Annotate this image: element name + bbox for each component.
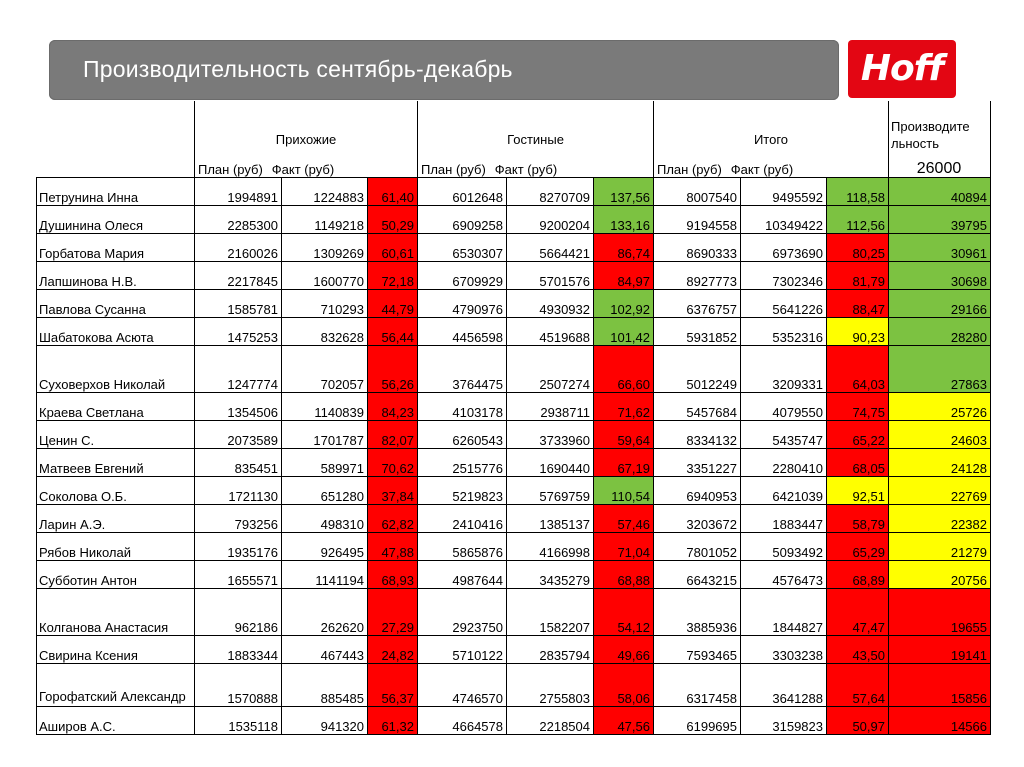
hallways-plan: 1585781 (195, 289, 282, 317)
hallways-percent: 70,62 (368, 448, 418, 476)
hallways-fact: 702057 (282, 345, 368, 392)
living-fact: 5701576 (507, 261, 594, 289)
hallways-plan: 1994891 (195, 177, 282, 205)
total-percent: 81,79 (827, 261, 889, 289)
living-percent: 133,16 (594, 205, 654, 233)
hallways-percent: 44,79 (368, 289, 418, 317)
employee-name: Субботин Антон (37, 560, 195, 588)
hoff-logo: Hoff (848, 40, 956, 98)
living-percent: 71,04 (594, 532, 654, 560)
hallways-plan: 962186 (195, 588, 282, 635)
living-percent: 59,64 (594, 420, 654, 448)
total-plan: 7593465 (654, 635, 741, 663)
total-fact: 6421039 (741, 476, 827, 504)
total-plan: 8690333 (654, 233, 741, 261)
hallways-plan: 1247774 (195, 345, 282, 392)
hallways-fact: 1149218 (282, 205, 368, 233)
total-percent: 64,03 (827, 345, 889, 392)
total-percent: 65,29 (827, 532, 889, 560)
productivity-value: 25726 (889, 392, 991, 420)
total-percent: 58,79 (827, 504, 889, 532)
living-percent: 54,12 (594, 588, 654, 635)
living-percent: 86,74 (594, 233, 654, 261)
total-fact: 3159823 (741, 706, 827, 734)
table-row (37, 317, 991, 345)
table-row (37, 706, 991, 734)
hallways-fact: 651280 (282, 476, 368, 504)
total-percent: 80,25 (827, 233, 889, 261)
hallways-percent: 82,07 (368, 420, 418, 448)
total-plan: 7801052 (654, 532, 741, 560)
table-row (37, 261, 991, 289)
total-fact: 5093492 (741, 532, 827, 560)
living-fact: 4930932 (507, 289, 594, 317)
total-percent: 68,05 (827, 448, 889, 476)
total-fact: 9495592 (741, 177, 827, 205)
total-plan: 8334132 (654, 420, 741, 448)
hallways-plan: 2285300 (195, 205, 282, 233)
productivity-value: 22382 (889, 504, 991, 532)
total-percent: 74,75 (827, 392, 889, 420)
hallways-percent: 24,82 (368, 635, 418, 663)
employee-name: Душинина Олеся (37, 205, 195, 233)
living-plan: 4664578 (418, 706, 507, 734)
living-fact: 2218504 (507, 706, 594, 734)
total-percent: 50,97 (827, 706, 889, 734)
total-plan: 6317458 (654, 663, 741, 706)
living-plan: 2515776 (418, 448, 507, 476)
productivity-value: 14566 (889, 706, 991, 734)
table-row (37, 448, 991, 476)
total-percent: 112,56 (827, 205, 889, 233)
living-percent: 102,92 (594, 289, 654, 317)
hallways-plan: 1655571 (195, 560, 282, 588)
total-fact: 1844827 (741, 588, 827, 635)
living-plan: 6260543 (418, 420, 507, 448)
employee-name: Горбатова Мария (37, 233, 195, 261)
living-plan: 6530307 (418, 233, 507, 261)
total-fact: 5435747 (741, 420, 827, 448)
total-percent: 65,22 (827, 420, 889, 448)
header-row-columns (37, 147, 991, 177)
header-plan-fact-2: План (руб) Факт (руб) (418, 147, 654, 177)
hallways-plan: 2073589 (195, 420, 282, 448)
total-plan: 3203672 (654, 504, 741, 532)
hallways-fact: 1309269 (282, 233, 368, 261)
hallways-plan: 1883344 (195, 635, 282, 663)
total-fact: 7302346 (741, 261, 827, 289)
table-row (37, 663, 991, 706)
employee-name: Ценин С. (37, 420, 195, 448)
table-row (37, 233, 991, 261)
living-percent: 47,56 (594, 706, 654, 734)
employee-name: Свирина Ксения (37, 635, 195, 663)
total-plan: 3351227 (654, 448, 741, 476)
living-percent: 68,88 (594, 560, 654, 588)
living-plan: 6709929 (418, 261, 507, 289)
total-fact: 5352316 (741, 317, 827, 345)
total-percent: 47,47 (827, 588, 889, 635)
total-plan: 8927773 (654, 261, 741, 289)
total-fact: 3209331 (741, 345, 827, 392)
living-plan: 2923750 (418, 588, 507, 635)
living-fact: 2507274 (507, 345, 594, 392)
table-row (37, 504, 991, 532)
table-row (37, 532, 991, 560)
employee-name: Шабатокова Асюта (37, 317, 195, 345)
hallways-percent: 47,88 (368, 532, 418, 560)
living-percent: 57,46 (594, 504, 654, 532)
hallways-percent: 72,18 (368, 261, 418, 289)
table-row (37, 392, 991, 420)
living-plan: 2410416 (418, 504, 507, 532)
hallways-fact: 1140839 (282, 392, 368, 420)
hallways-fact: 589971 (282, 448, 368, 476)
living-fact: 5769759 (507, 476, 594, 504)
living-fact: 4519688 (507, 317, 594, 345)
hallways-percent: 84,23 (368, 392, 418, 420)
living-fact: 2755803 (507, 663, 594, 706)
table-row (37, 177, 991, 205)
productivity-value: 20756 (889, 560, 991, 588)
hallways-percent: 61,32 (368, 706, 418, 734)
living-percent: 137,56 (594, 177, 654, 205)
table-row (37, 588, 991, 635)
living-fact: 1385137 (507, 504, 594, 532)
employee-name: Суховерхов Николай (37, 345, 195, 392)
table-row (37, 205, 991, 233)
hallways-fact: 467443 (282, 635, 368, 663)
hallways-fact: 1600770 (282, 261, 368, 289)
total-plan: 6376757 (654, 289, 741, 317)
hallways-plan: 1570888 (195, 663, 282, 706)
productivity-value: 15856 (889, 663, 991, 706)
hallways-plan: 1721130 (195, 476, 282, 504)
employee-name: Петрунина Инна (37, 177, 195, 205)
hallways-percent: 27,29 (368, 588, 418, 635)
living-plan: 4746570 (418, 663, 507, 706)
total-percent: 92,51 (827, 476, 889, 504)
living-plan: 4987644 (418, 560, 507, 588)
living-percent: 84,97 (594, 261, 654, 289)
living-fact: 1690440 (507, 448, 594, 476)
employee-name: Горофатский Александр (37, 663, 195, 706)
living-percent: 66,60 (594, 345, 654, 392)
header-group-total: Итого (654, 101, 889, 147)
living-plan: 4103178 (418, 392, 507, 420)
table-row (37, 560, 991, 588)
productivity-target: 26000 (916, 159, 962, 177)
living-percent: 101,42 (594, 317, 654, 345)
total-fact: 3641288 (741, 663, 827, 706)
living-percent: 58,06 (594, 663, 654, 706)
total-fact: 3303238 (741, 635, 827, 663)
page-title: Производительность сентябрь-декабрь (83, 56, 513, 82)
total-fact: 2280410 (741, 448, 827, 476)
hallways-plan: 793256 (195, 504, 282, 532)
total-plan: 3885936 (654, 588, 741, 635)
total-plan: 8007540 (654, 177, 741, 205)
living-plan: 5219823 (418, 476, 507, 504)
total-fact: 4079550 (741, 392, 827, 420)
total-plan: 5931852 (654, 317, 741, 345)
title-bar (49, 40, 839, 100)
productivity-value: 19141 (889, 635, 991, 663)
productivity-value: 27863 (889, 345, 991, 392)
hallways-plan: 2160026 (195, 233, 282, 261)
living-fact: 2835794 (507, 635, 594, 663)
hallways-percent: 62,82 (368, 504, 418, 532)
hallways-percent: 56,26 (368, 345, 418, 392)
hallways-percent: 56,44 (368, 317, 418, 345)
living-plan: 6909258 (418, 205, 507, 233)
header-productivity: Производите льность 26000 (889, 101, 991, 177)
hallways-plan: 835451 (195, 448, 282, 476)
living-fact: 3733960 (507, 420, 594, 448)
living-fact: 8270709 (507, 177, 594, 205)
hallways-fact: 1141194 (282, 560, 368, 588)
header-plan-fact-1: План (руб) Факт (руб) (195, 147, 418, 177)
total-fact: 4576473 (741, 560, 827, 588)
hallways-fact: 885485 (282, 663, 368, 706)
living-fact: 9200204 (507, 205, 594, 233)
hallways-percent: 68,93 (368, 560, 418, 588)
living-fact: 4166998 (507, 532, 594, 560)
hallways-fact: 1224883 (282, 177, 368, 205)
hallways-plan: 1354506 (195, 392, 282, 420)
productivity-value: 40894 (889, 177, 991, 205)
total-percent: 88,47 (827, 289, 889, 317)
productivity-value: 30961 (889, 233, 991, 261)
productivity-value: 30698 (889, 261, 991, 289)
living-fact: 5664421 (507, 233, 594, 261)
table-row (37, 345, 991, 392)
hallways-plan: 1475253 (195, 317, 282, 345)
living-fact: 1582207 (507, 588, 594, 635)
productivity-value: 22769 (889, 476, 991, 504)
employee-name: Краева Светлана (37, 392, 195, 420)
total-percent: 118,58 (827, 177, 889, 205)
productivity-value: 39795 (889, 205, 991, 233)
employee-name: Колганова Анастасия (37, 588, 195, 635)
hallways-fact: 710293 (282, 289, 368, 317)
living-fact: 3435279 (507, 560, 594, 588)
living-plan: 6012648 (418, 177, 507, 205)
total-percent: 57,64 (827, 663, 889, 706)
hallways-percent: 50,29 (368, 205, 418, 233)
productivity-table (36, 101, 991, 735)
living-percent: 49,66 (594, 635, 654, 663)
employee-name: Соколова О.Б. (37, 476, 195, 504)
hallways-plan: 2217845 (195, 261, 282, 289)
living-plan: 5865876 (418, 532, 507, 560)
living-plan: 4456598 (418, 317, 507, 345)
hallways-fact: 1701787 (282, 420, 368, 448)
hallways-fact: 498310 (282, 504, 368, 532)
hallways-fact: 832628 (282, 317, 368, 345)
total-plan: 9194558 (654, 205, 741, 233)
employee-name: Рябов Николай (37, 532, 195, 560)
productivity-value: 21279 (889, 532, 991, 560)
table-row (37, 476, 991, 504)
header-plan-fact-3: План (руб) Факт (руб) (654, 147, 889, 177)
total-percent: 90,23 (827, 317, 889, 345)
hallways-plan: 1535118 (195, 706, 282, 734)
living-percent: 71,62 (594, 392, 654, 420)
header-row-groups (37, 101, 991, 147)
hallways-fact: 941320 (282, 706, 368, 734)
total-plan: 5012249 (654, 345, 741, 392)
living-fact: 2938711 (507, 392, 594, 420)
total-percent: 43,50 (827, 635, 889, 663)
living-percent: 110,54 (594, 476, 654, 504)
header-empty (37, 147, 195, 177)
total-fact: 6973690 (741, 233, 827, 261)
total-plan: 6199695 (654, 706, 741, 734)
living-plan: 5710122 (418, 635, 507, 663)
header-group-living-rooms: Гостиные (418, 101, 654, 147)
productivity-value: 29166 (889, 289, 991, 317)
hallways-percent: 61,40 (368, 177, 418, 205)
total-plan: 5457684 (654, 392, 741, 420)
living-plan: 3764475 (418, 345, 507, 392)
total-percent: 68,89 (827, 560, 889, 588)
table-row (37, 635, 991, 663)
productivity-value: 24128 (889, 448, 991, 476)
hallways-fact: 262620 (282, 588, 368, 635)
table-row (37, 289, 991, 317)
hallways-percent: 60,61 (368, 233, 418, 261)
hallways-plan: 1935176 (195, 532, 282, 560)
employee-name: Ларин А.Э. (37, 504, 195, 532)
productivity-value: 19655 (889, 588, 991, 635)
hallways-fact: 926495 (282, 532, 368, 560)
total-fact: 5641226 (741, 289, 827, 317)
living-plan: 4790976 (418, 289, 507, 317)
header-empty (37, 101, 195, 147)
employee-name: Лапшинова Н.В. (37, 261, 195, 289)
table-row (37, 420, 991, 448)
total-plan: 6940953 (654, 476, 741, 504)
hallways-percent: 37,84 (368, 476, 418, 504)
living-percent: 67,19 (594, 448, 654, 476)
productivity-value: 28280 (889, 317, 991, 345)
total-plan: 6643215 (654, 560, 741, 588)
productivity-value: 24603 (889, 420, 991, 448)
header-group-hallways: Прихожие (195, 101, 418, 147)
total-fact: 1883447 (741, 504, 827, 532)
employee-name: Павлова Сусанна (37, 289, 195, 317)
hallways-percent: 56,37 (368, 663, 418, 706)
employee-name: Аширов А.С. (37, 706, 195, 734)
total-fact: 10349422 (741, 205, 827, 233)
employee-name: Матвеев Евгений (37, 448, 195, 476)
